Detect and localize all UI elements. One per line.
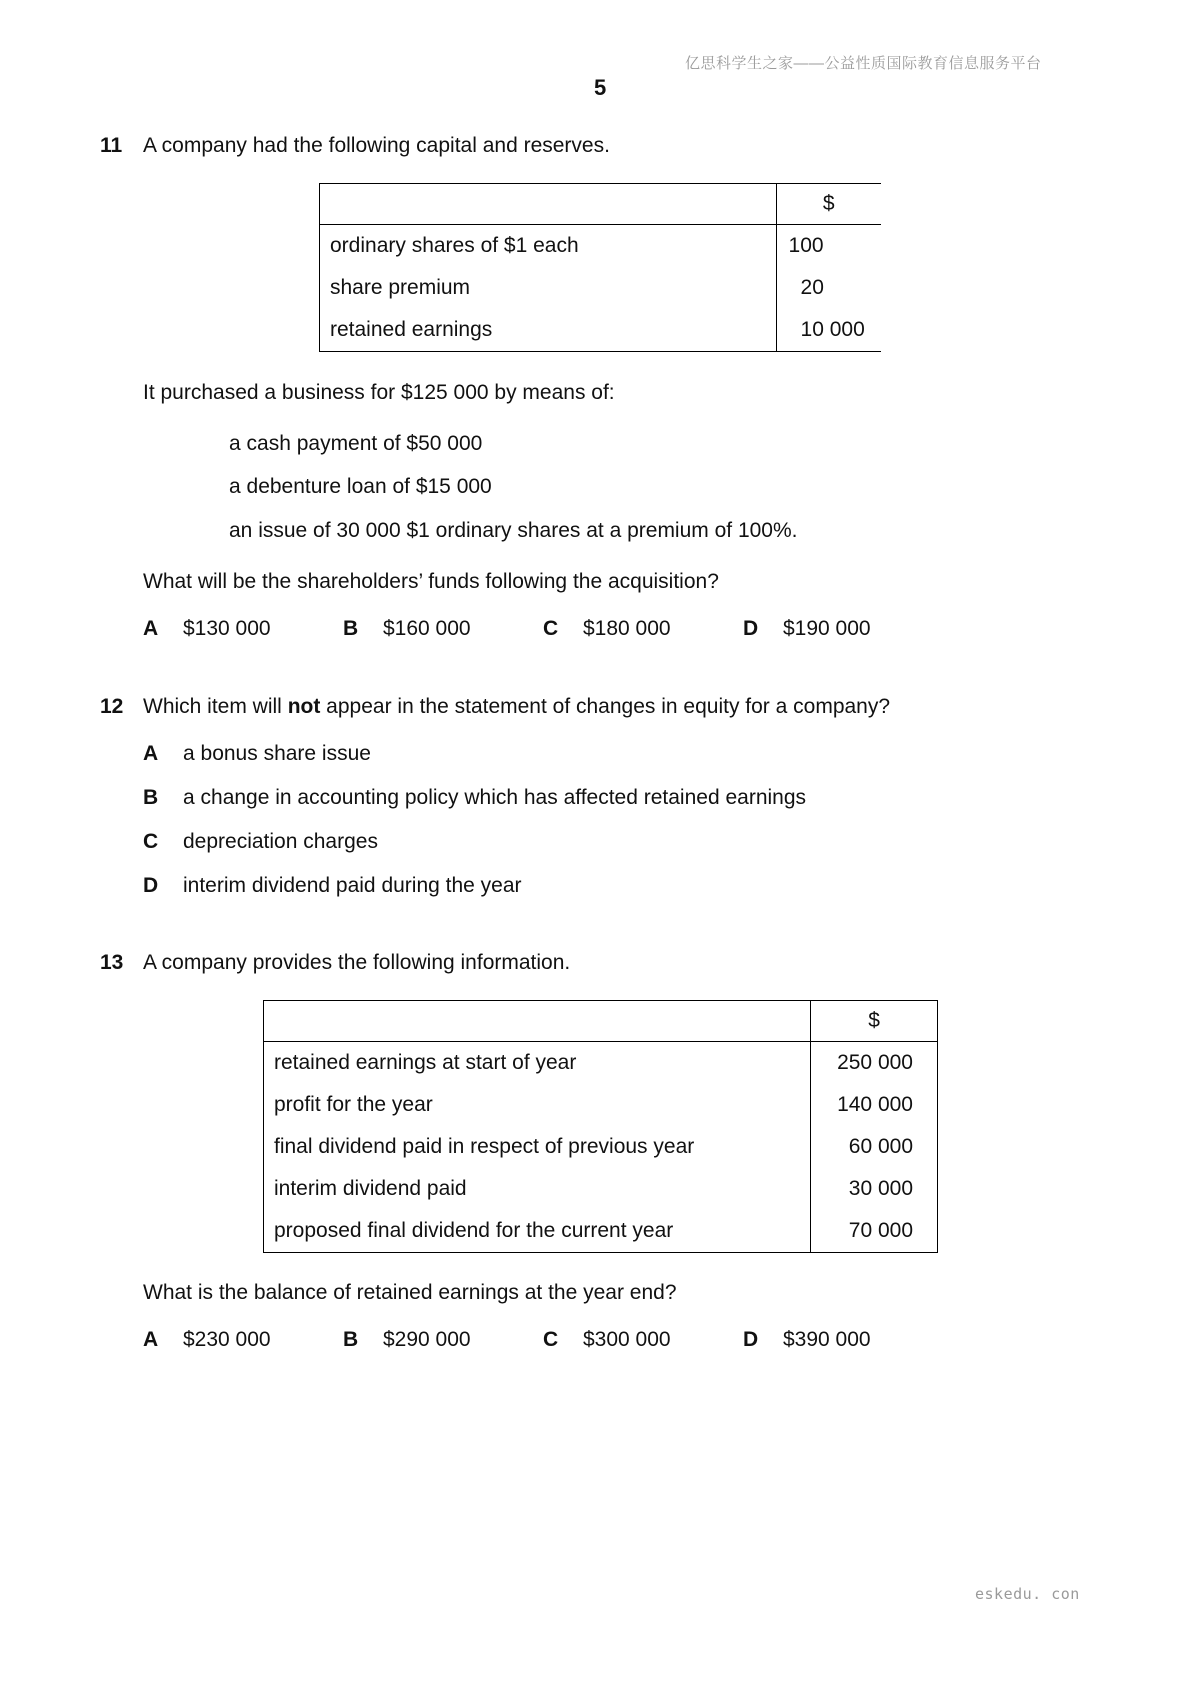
question-11-number: 11 [100,134,123,157]
option-letter: C [543,617,559,640]
q11-table-header-currency: $ [776,184,881,225]
option-letter: B [143,786,159,809]
option-letter: A [143,742,159,765]
q13-row-label: proposed final dividend for the current year [264,1210,811,1253]
q12-option-d [143,873,522,898]
question-12-emphasis: not [287,695,321,718]
option-text: $390 000 [783,1328,871,1351]
q13-option-d [743,1327,871,1352]
q12-option-a [143,741,371,766]
question-12-text-pre: Which item will [143,695,288,718]
q11-option-c [543,616,671,641]
option-text: $180 000 [583,617,671,640]
q11-means-item: a debenture loan of $15 000 [229,475,492,498]
q13-row-label: profit for the year [264,1084,811,1126]
q11-row-value: 20 [800,276,824,300]
q11-row-value: 100 [788,234,824,258]
option-letter: A [143,617,159,640]
option-text: $130 000 [183,617,271,640]
q13-option-a [143,1327,271,1352]
q13-row-value: 30 000 [848,1177,913,1201]
question-12-number: 12 [100,695,124,718]
question-12-text [143,694,890,719]
option-text: a bonus share issue [183,742,371,765]
question-11-intro: A company had the following capital and reserves. [143,134,610,157]
page-number: 5 [594,75,607,100]
option-text: $160 000 [383,617,471,640]
option-text: $190 000 [783,617,871,640]
q13-info-table [263,1000,938,1253]
option-text: a change in accounting policy which has affected retained earnings [183,786,807,809]
q12-option-b [143,785,806,810]
q11-question: What will be the shareholders’ funds following the acquisition? [143,570,719,593]
q13-row-label: interim dividend paid [264,1168,811,1210]
q13-row-value: 140 000 [837,1093,913,1117]
option-letter: B [343,617,359,640]
q12-option-c [143,829,378,854]
option-letter: C [543,1328,559,1351]
q13-row-value: 60 000 [848,1135,913,1159]
question-12-text-post: appear in the statement of changes in equity for a company? [320,695,891,718]
option-text: interim dividend paid during the year [183,874,522,897]
option-letter: A [143,1328,159,1351]
q11-purchase-text: It purchased a business for $125 000 by means of: [143,381,615,404]
option-text: depreciation charges [183,830,378,853]
q11-row-label: retained earnings [320,309,777,352]
q11-table-header-label [320,184,777,225]
option-text: $230 000 [183,1328,271,1351]
q13-row-label: retained earnings at start of year [264,1042,811,1085]
q11-option-b [343,616,471,641]
option-letter: D [743,1328,759,1351]
q11-means-item: an issue of 30 000 $1 ordinary shares at a premium of 100%. [229,519,798,542]
q13-row-value: 70 000 [848,1219,913,1243]
q11-row-value: 10 000 [800,318,865,342]
q11-row-label: share premium [320,267,777,309]
q13-row-value: 250 000 [837,1051,913,1075]
question-13-intro: A company provides the following information. [143,951,571,974]
footer-watermark: eskedu. con [975,1585,1080,1603]
q13-option-c [543,1327,671,1352]
q13-row-label: final dividend paid in respect of previous year [264,1126,811,1168]
q11-means-item: a cash payment of $50 000 [229,432,483,455]
option-letter: B [343,1328,359,1351]
option-letter: D [143,874,159,897]
option-letter: C [143,830,159,853]
q11-row-label: ordinary shares of $1 each [320,225,777,268]
option-text: $290 000 [383,1328,471,1351]
option-letter: D [743,617,759,640]
q13-question: What is the balance of retained earnings at the year end? [143,1281,677,1304]
q11-option-d [743,616,871,641]
question-13-number: 13 [100,951,124,974]
q11-option-a [143,616,271,641]
q13-table-header-currency: $ [811,1001,938,1042]
option-text: $300 000 [583,1328,671,1351]
q13-table-header-label [264,1001,811,1042]
q13-option-b [343,1327,471,1352]
watermark-text: 亿思科学生之家——公益性质国际教育信息服务平台 [685,55,1042,72]
q11-capital-table [319,183,881,352]
